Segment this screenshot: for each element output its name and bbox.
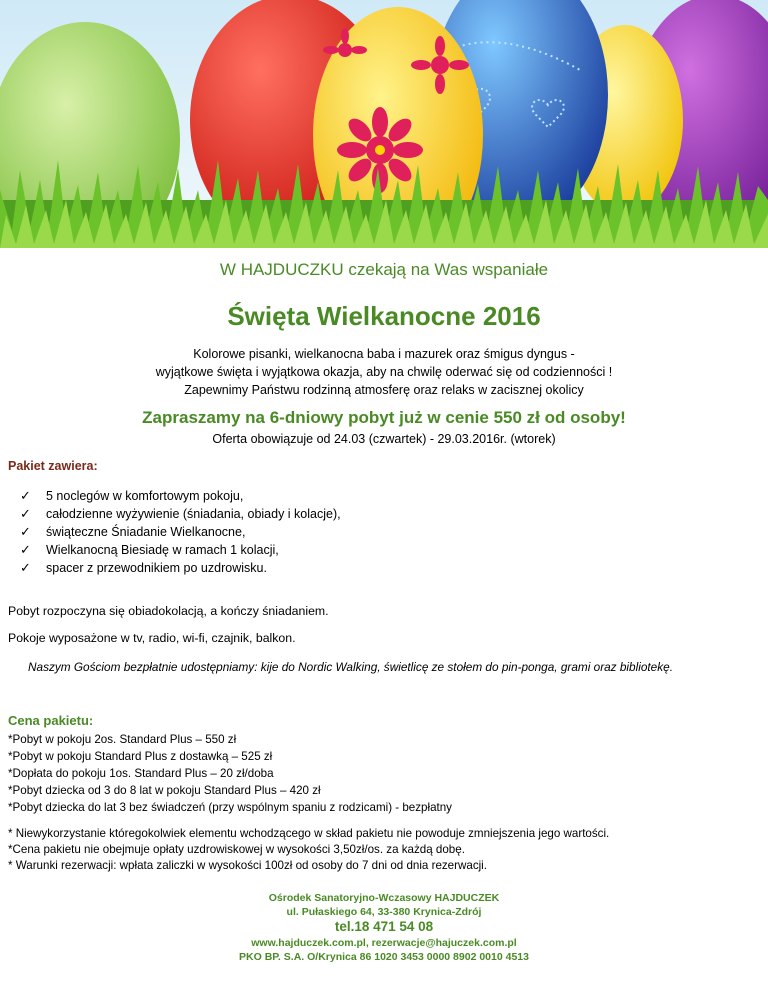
check-icon: ✓: [20, 524, 31, 539]
intro-line: Kolorowe pisanki, wielkanocna baba i mazurek oraz śmigus dyngus -: [193, 347, 575, 361]
package-item: [20, 523, 341, 541]
price-item: *Pobyt w pokoju 2os. Standard Plus – 550 zł: [8, 733, 237, 746]
terms-item: *Cena pakietu nie obejmuje opłaty uzdrowiskowej w wysokości 3,50zł/os. za każdą dobę.: [8, 843, 465, 856]
terms-item: * Niewykorzystanie któregokolwiek elementu wchodzącego w skład pakietu nie powoduje zmniejszenia jego wartości.: [8, 827, 610, 840]
footer-bank-account: PKO BP. S.A. O/Krynica 86 1020 3453 0000 8902 0010 4513: [239, 951, 529, 963]
price-item: *Pobyt dziecka od 3 do 8 lat w pokoju Standard Plus – 420 zł: [8, 784, 321, 797]
package-item-label: całodzienne wyżywienie (śniadania, obiady i kolacje),: [46, 507, 341, 521]
package-item-label: świąteczne Śniadanie Wielkanocne,: [46, 525, 246, 539]
check-icon: ✓: [20, 542, 31, 557]
package-item: [20, 541, 341, 559]
intro-line: wyjątkowe święta i wyjątkowa okazja, aby na chwilę oderwać się od codzienności !: [155, 365, 613, 379]
price-list: [8, 731, 452, 816]
terms-list: [8, 826, 609, 874]
offer-headline: Zapraszamy na 6-dniowy pobyt już w cenie 550 zł od osoby!: [142, 408, 626, 427]
price-item: *Pobyt w pokoju Standard Plus z dostawką – 525 zł: [8, 750, 273, 763]
package-item: [20, 505, 341, 523]
package-item-label: spacer z przewodnikiem po uzdrowisku.: [46, 561, 267, 575]
check-icon: ✓: [20, 560, 31, 575]
rooms-equipment-note: Pokoje wyposażone w tv, radio, wi-fi, czajnik, balkon.: [8, 631, 296, 645]
package-item: [20, 559, 341, 577]
package-item: [20, 487, 341, 505]
footer-company-name: Ośrodek Sanatoryjno-Wczasowy HAJDUCZEK: [268, 892, 500, 904]
intro-text: [0, 345, 768, 399]
price-item: *Dopłata do pokoju 1os. Standard Plus – 20 zł/doba: [8, 767, 274, 780]
price-item: *Pobyt dziecka do lat 3 bez świadczeń (przy wspólnym spaniu z rodzicami) - bezpłatny: [8, 801, 452, 814]
footer-address: ul. Pułaskiego 64, 33-380 Krynica-Zdrój: [286, 906, 482, 918]
free-amenities-note: Naszym Gościom bezpłatnie udostępniamy: kije do Nordic Walking, świetlicę ze stołem do pin-ponga, grami oraz bibliotekę.: [28, 660, 673, 674]
page-title: Święta Wielkanocne 2016: [227, 301, 541, 331]
footer-web-email: www.hajduczek.com.pl, rezerwacje@hajuczek.com.pl: [251, 937, 517, 949]
price-heading: Cena pakietu:: [8, 713, 94, 728]
header-subtitle: W HAJDUCZKU czekają na Was wspaniałe: [219, 260, 549, 279]
easter-eggs-banner: [0, 0, 768, 248]
package-heading: Pakiet zawiera:: [8, 459, 98, 473]
check-icon: ✓: [20, 488, 31, 503]
package-item-label: Wielkanocną Biesiadę w ramach 1 kolacji,: [46, 543, 279, 557]
footer-phone: tel.18 471 54 08: [334, 919, 434, 934]
stay-start-note: Pobyt rozpoczyna się obiadokolacją, a kończy śniadaniem.: [8, 604, 329, 618]
intro-line: Zapewnimy Państwu rodzinną atmosferę oraz relaks w zacisznej okolicy: [184, 383, 584, 397]
offer-validity: Oferta obowiązuje od 24.03 (czwartek) - 29.03.2016r. (wtorek): [212, 432, 556, 446]
package-item-label: 5 noclegów w komfortowym pokoju,: [46, 489, 244, 503]
check-icon: ✓: [20, 506, 31, 521]
terms-item: * Warunki rezerwacji: wpłata zaliczki w wysokości 100zł od osoby do 7 dni od dnia rezerwacji.: [8, 859, 487, 872]
package-list: [20, 487, 341, 577]
